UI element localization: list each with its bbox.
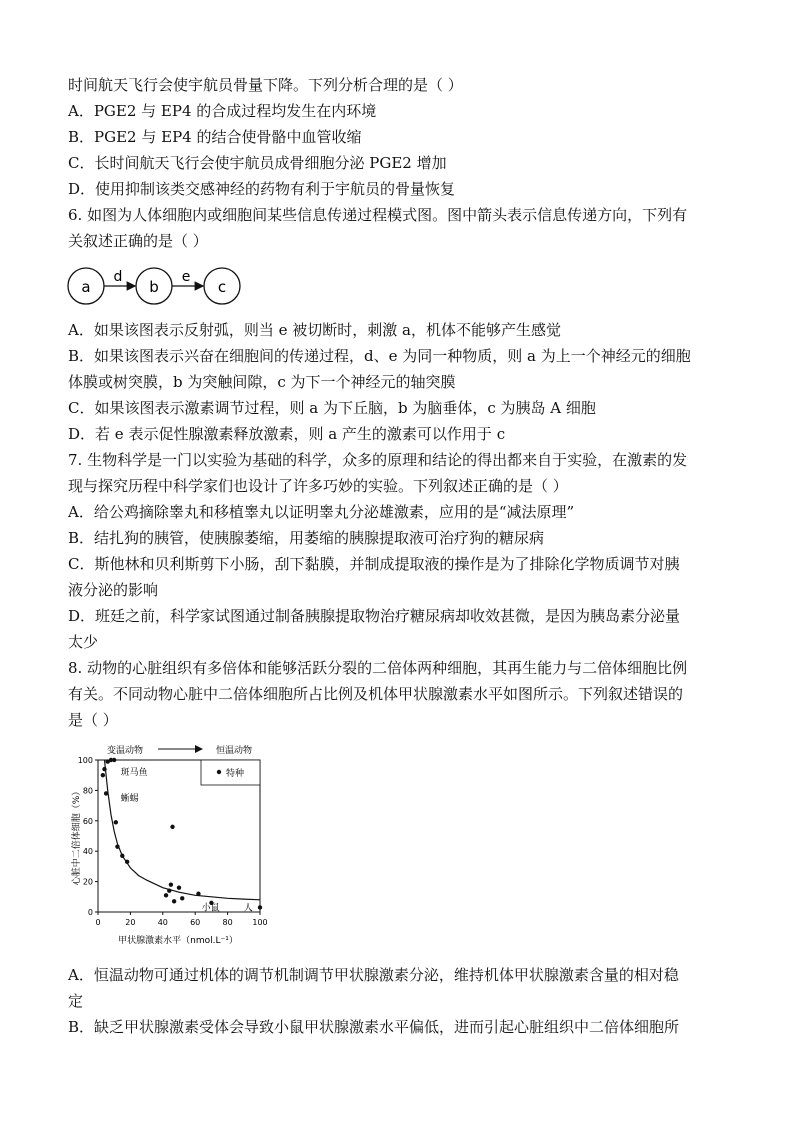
x-tick-label: 40 bbox=[157, 918, 168, 927]
option-d: D．若 e 表示促性腺激素释放激素，则 a 产生的激素可以作用于 c bbox=[68, 425, 506, 443]
x-axis-label: 甲状腺激素水平（nmol.L⁻¹） bbox=[118, 936, 238, 946]
question-8-stem: 8. 动物的心脏组织有多倍体和能够活跃分裂的二倍体两种细胞，其再生能力与二倍体细胞比例 bbox=[68, 659, 688, 677]
y-tick-label: 100 bbox=[77, 756, 93, 765]
point-annotation: 小鼠 bbox=[201, 903, 220, 914]
x-axis-ticks bbox=[95, 912, 267, 927]
x-tick-label: 100 bbox=[252, 918, 268, 927]
option-d: D．使用抑制该类交感神经的药物有利于宇航员的骨量恢复 bbox=[68, 180, 456, 198]
point-annotation: 蜥蜴 bbox=[120, 794, 139, 805]
question-7-stem: 现与探究历程中科学家们也设计了许多巧妙的实验。下列叙述正确的是（ ） bbox=[68, 477, 568, 495]
data-point bbox=[258, 905, 262, 909]
option-b-cont: 体膜或树突膜，b 为突触间隙，c 为下一个神经元的轴突膜 bbox=[68, 373, 456, 391]
option-d-cont: 太少 bbox=[68, 633, 99, 651]
data-point bbox=[167, 889, 171, 893]
y-tick-label: 80 bbox=[82, 786, 93, 796]
y-tick-label: 40 bbox=[82, 847, 93, 857]
option-b: B．PGE2 与 EP4 的结合使骨骼中血管收缩 bbox=[68, 128, 362, 146]
data-point bbox=[196, 892, 200, 896]
option-b: B．结扎狗的胰管，使胰腺萎缩，用萎缩的胰腺提取液可治疗狗的糖尿病 bbox=[68, 529, 545, 547]
data-point bbox=[177, 885, 181, 889]
thyroid-scatter-chart bbox=[70, 738, 280, 950]
node-a-label: a bbox=[81, 278, 91, 296]
option-a: A．给公鸡摘除睾丸和移植睾丸以证明睾丸分泌雄激素，应用的是“减法原理” bbox=[68, 503, 575, 521]
legend-marker bbox=[217, 770, 221, 774]
data-point bbox=[112, 758, 116, 762]
data-point bbox=[101, 773, 105, 777]
x-tick-label: 0 bbox=[95, 918, 101, 927]
option-a: A．恒温动物可通过机体的调节机制调节甲状腺激素分泌，维持机体甲状腺激素含量的相对稳 bbox=[68, 966, 679, 984]
legend-label: 特种 bbox=[226, 769, 245, 779]
top-arrow-left-label: 变温动物 bbox=[106, 746, 144, 756]
y-axis-label: 心脏中二倍体细胞（%） bbox=[72, 786, 82, 886]
text-line: 时间航天飞行会使宇航员骨量下降。下列分析合理的是（ ） bbox=[68, 76, 463, 94]
option-a: A．PGE2 与 EP4 的合成过程均发生在内环境 bbox=[68, 102, 377, 120]
data-point bbox=[102, 767, 106, 771]
data-point bbox=[180, 896, 184, 900]
data-point bbox=[104, 791, 108, 795]
data-point bbox=[120, 854, 124, 858]
x-tick-label: 60 bbox=[190, 918, 201, 927]
y-tick-label: 60 bbox=[82, 816, 93, 826]
data-point bbox=[169, 882, 173, 886]
option-d: D．班廷之前，科学家试图通过制备胰腺提取物治疗糖尿病却收效甚微，是因为胰岛素分泌量 bbox=[68, 607, 681, 625]
data-point bbox=[125, 860, 129, 864]
data-point bbox=[170, 825, 174, 829]
option-b: B．如果该图表示兴奋在细胞间的传递过程，d、e 为同一种物质，则 a 为上一个神经元的细胞 bbox=[68, 347, 691, 365]
data-point bbox=[114, 820, 118, 824]
option-c: C．长时间航天飞行会使宇航员成骨细胞分泌 PGE2 增加 bbox=[68, 154, 447, 172]
option-a: A．如果该图表示反射弧，则当 e 被切断时，刺激 a，机体不能够产生感觉 bbox=[68, 321, 561, 339]
option-c-cont: 液分泌的影响 bbox=[68, 581, 159, 599]
y-tick-label: 20 bbox=[82, 877, 93, 887]
y-tick-label: 0 bbox=[87, 908, 93, 917]
data-point bbox=[164, 893, 168, 897]
question-7-stem: 7. 生物科学是一门以实验为基础的科学，众多的原理和结论的得出都来自于实验，在激素的发 bbox=[68, 451, 688, 469]
x-tick-label: 20 bbox=[125, 918, 136, 927]
top-arrow-right-label: 恒温动物 bbox=[215, 746, 253, 756]
point-annotation: 人 bbox=[243, 903, 253, 914]
option-b: B．缺乏甲状腺激素受体会导致小鼠甲状腺激素水平偏低，进而引起心脏组织中二倍体细胞所 bbox=[68, 1018, 680, 1036]
data-point bbox=[115, 844, 119, 848]
option-c: C．如果该图表示激素调节过程，则 a 为下丘脑，b 为脑垂体，c 为胰岛 A 细胞 bbox=[68, 399, 596, 417]
question-6-stem: 6. 如图为人体细胞内或细胞间某些信息传递过程模式图。图中箭头表示信息传递方向，下列有 bbox=[68, 206, 688, 224]
question-8-stem: 有关。不同动物心脏中二倍体细胞所占比例及机体甲状腺激素水平如图所示。下列叙述错误的 bbox=[68, 685, 684, 703]
option-a-cont: 定 bbox=[68, 992, 84, 1010]
question-6-stem: 关叙述正确的是（ ） bbox=[68, 232, 208, 250]
signal-flow-diagram bbox=[66, 266, 256, 306]
point-annotations bbox=[121, 766, 253, 913]
point-annotation: 斑马鱼 bbox=[120, 768, 148, 779]
option-c: C．斯他林和贝利斯剪下小肠，刮下黏膜，并制成提取液的操作是为了排除化学物质调节对胰 bbox=[68, 555, 680, 573]
edge-e-label: e bbox=[181, 269, 191, 285]
data-point bbox=[172, 899, 176, 903]
question-8-stem: 是（ ） bbox=[68, 711, 118, 729]
edge-d-label: d bbox=[113, 269, 123, 285]
node-b-label: b bbox=[149, 278, 159, 296]
x-tick-label: 80 bbox=[222, 918, 233, 927]
node-c-label: c bbox=[217, 278, 227, 296]
